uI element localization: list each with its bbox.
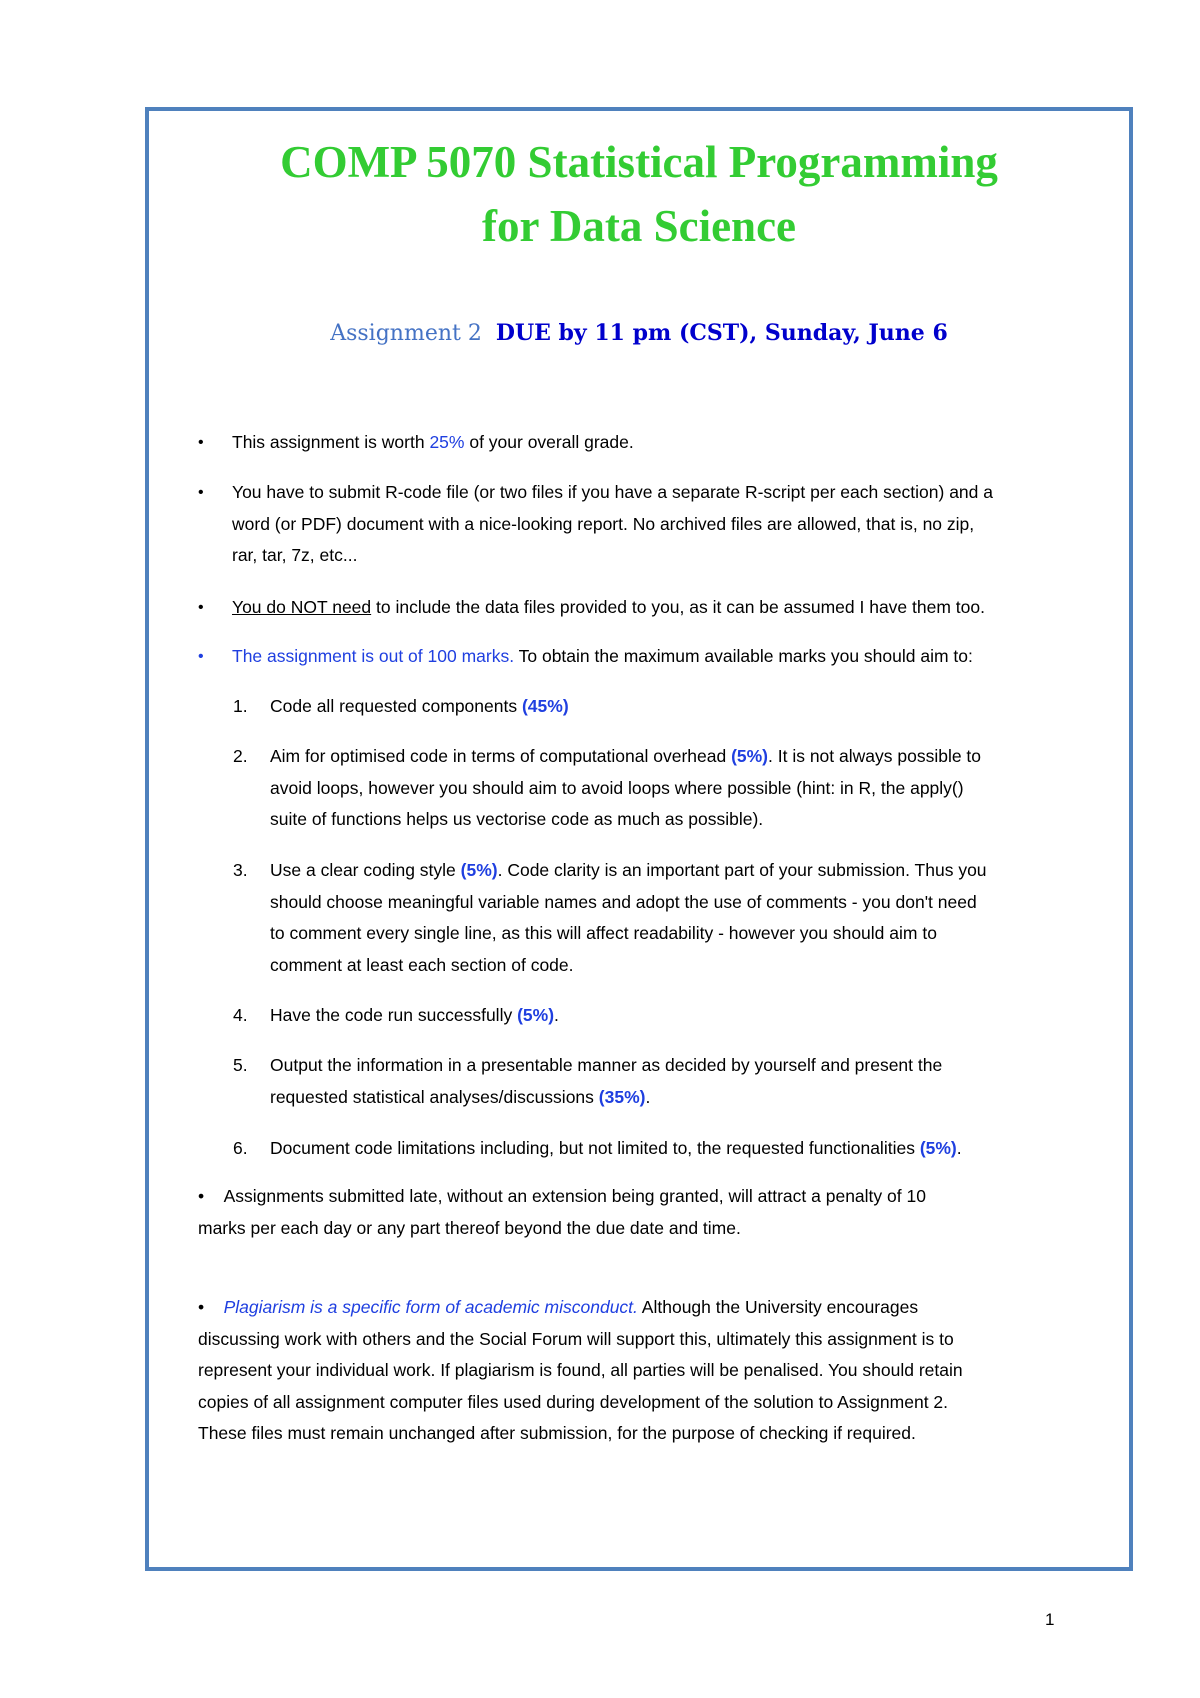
assignment-label: Assignment 2 [330, 321, 482, 346]
worth-percent: 25% [429, 432, 465, 452]
document-title [145, 130, 1133, 258]
bullet-late-penalty: • Assignments submitted late, without an extension being granted, will attract a penalty of 10 marks per each day or any part thereof beyond the due date and time. [198, 1186, 926, 1238]
assignment-subtitle [145, 318, 1133, 349]
due-date: DUE by 11 pm (CST), Sunday, June 6 [495, 320, 948, 346]
plagiarism-warning: Plagiarism is a specific form of academic misconduct. [223, 1297, 638, 1317]
bullet-plagiarism: • Plagiarism is a specific form of academic misconduct. Although the University encourages discussing work with others and the Social Forum will support this, ultimately this assignment is to represent your individual work. If plagiarism is found, all parties will be penalised. You should retain copies of all assignment computer files used during development of the solution to Assignment 2. These files must remain unchanged after submission, for the purpose of checking if required. [198, 1297, 963, 1443]
page-number: 1 [1045, 1610, 1055, 1629]
not-need-text: You do NOT need [232, 597, 372, 617]
title-line-2: for Data Science [481, 201, 797, 251]
bullet-marker: • [198, 1297, 205, 1317]
bullet-marker: • [198, 1186, 205, 1206]
bullet-marker: • [198, 599, 204, 616]
bullet-marker: • [198, 434, 204, 451]
marks-total: The assignment is out of 100 marks. [232, 646, 515, 666]
bullet-marker: • [198, 484, 204, 501]
bullet-marker: • [198, 648, 204, 665]
title-line-1: COMP 5070 Statistical Programming [280, 137, 998, 187]
